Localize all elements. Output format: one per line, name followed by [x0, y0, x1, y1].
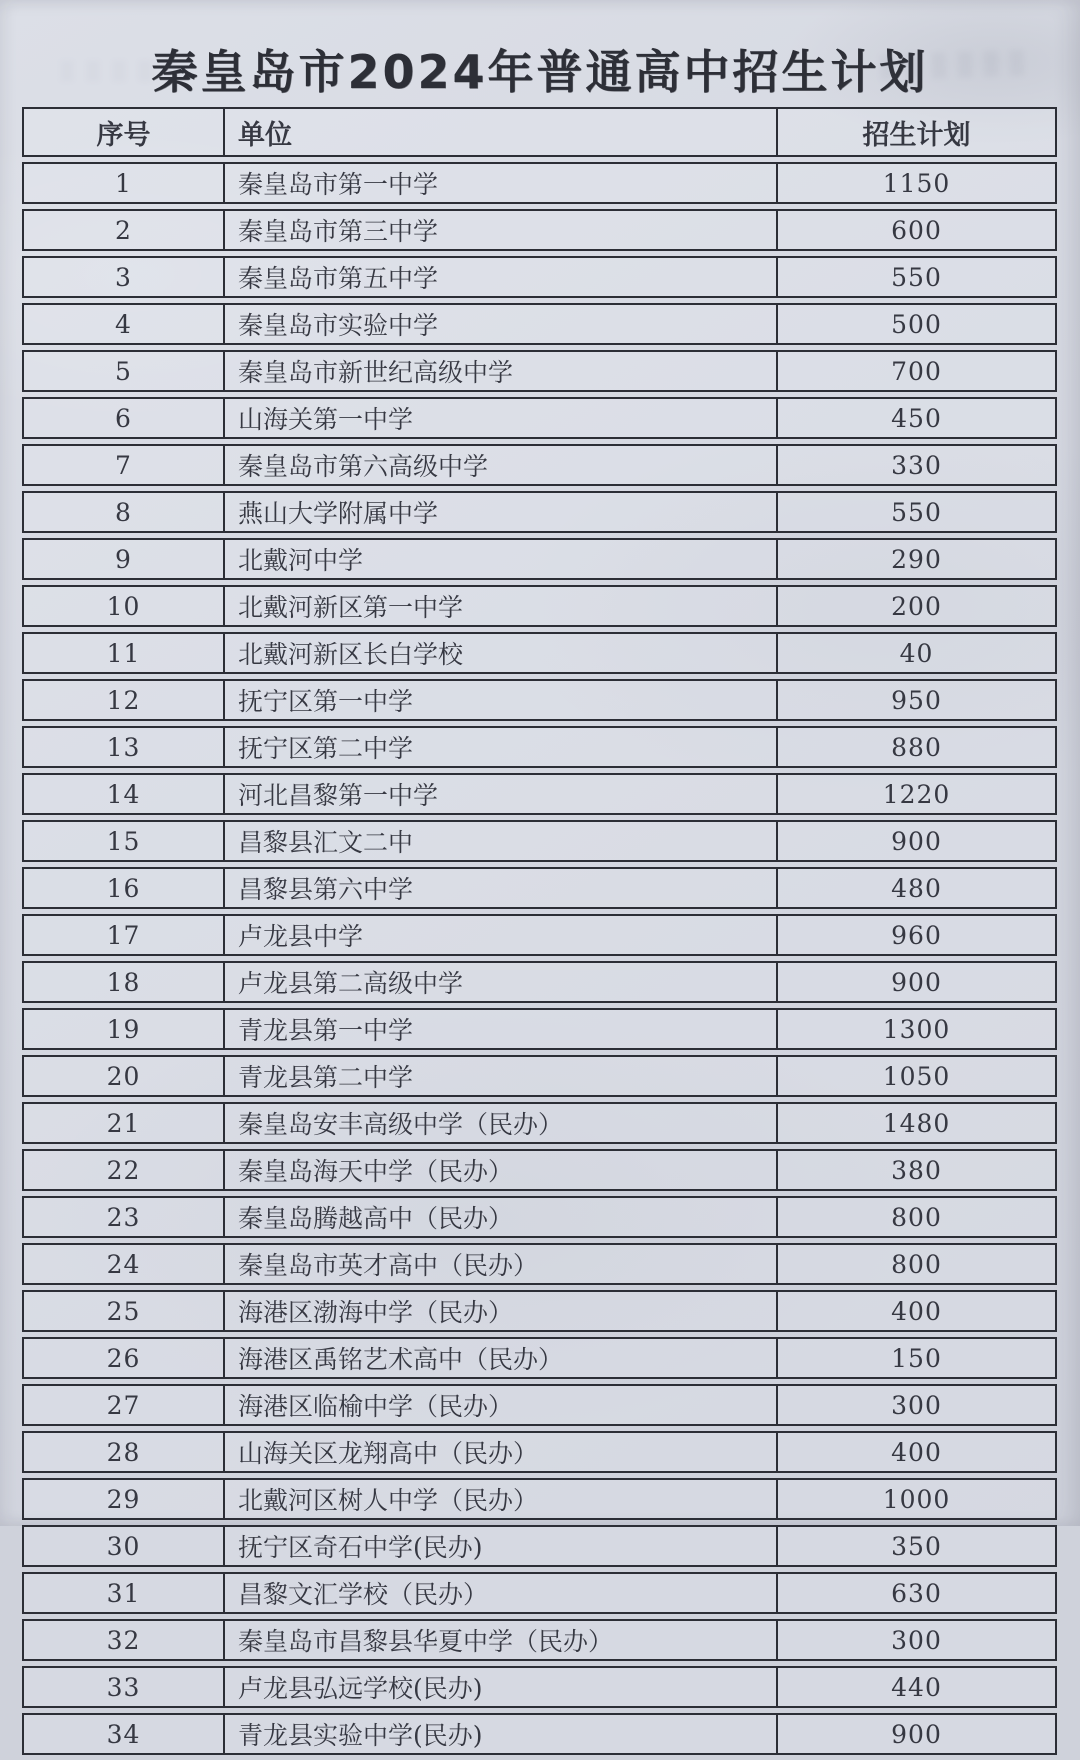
table-row — [22, 1713, 1057, 1755]
enrollment-plan-cell: 290 — [778, 538, 1057, 580]
row-number-cell: 33 — [22, 1666, 225, 1708]
enrollment-plan-cell: 1150 — [778, 162, 1057, 204]
row-number-cell: 18 — [22, 961, 225, 1003]
enrollment-plan-cell: 300 — [778, 1619, 1057, 1661]
enrollment-plan-cell: 900 — [778, 1713, 1057, 1755]
enrollment-plan-cell: 380 — [778, 1149, 1057, 1191]
row-number-cell: 27 — [22, 1384, 225, 1426]
enrollment-plan-cell: 1300 — [778, 1008, 1057, 1050]
enrollment-plan-cell: 350 — [778, 1525, 1057, 1567]
row-number-cell: 25 — [22, 1290, 225, 1332]
table-row — [22, 350, 1057, 392]
enrollment-plan-cell: 700 — [778, 350, 1057, 392]
school-name-cell: 卢龙县中学 — [225, 914, 778, 956]
table-row — [22, 303, 1057, 345]
row-number-cell: 19 — [22, 1008, 225, 1050]
enrollment-plan-cell: 200 — [778, 585, 1057, 627]
table-row — [22, 491, 1057, 533]
table-row — [22, 397, 1057, 439]
school-name-cell: 青龙县第二中学 — [225, 1055, 778, 1097]
school-name-cell: 北戴河新区第一中学 — [225, 585, 778, 627]
table-row — [22, 1102, 1057, 1144]
school-name-cell: 燕山大学附属中学 — [225, 491, 778, 533]
table-row — [22, 162, 1057, 204]
row-number-cell: 15 — [22, 820, 225, 862]
table-row — [22, 961, 1057, 1003]
table-row — [22, 1055, 1057, 1097]
enrollment-plan-cell: 400 — [778, 1290, 1057, 1332]
table-row — [22, 679, 1057, 721]
enrollment-plan-cell: 1000 — [778, 1478, 1057, 1520]
row-number-cell: 21 — [22, 1102, 225, 1144]
row-number-cell: 5 — [22, 350, 225, 392]
school-name-cell: 昌黎文汇学校（民办） — [225, 1572, 778, 1614]
table-row — [22, 585, 1057, 627]
enrollment-plan-cell: 300 — [778, 1384, 1057, 1426]
enrollment-plan-cell: 1480 — [778, 1102, 1057, 1144]
row-number-cell: 14 — [22, 773, 225, 815]
enrollment-plan-cell: 1220 — [778, 773, 1057, 815]
table-row — [22, 1666, 1057, 1708]
enrollment-plan-cell: 880 — [778, 726, 1057, 768]
header-row — [22, 107, 1057, 157]
row-number-cell: 26 — [22, 1337, 225, 1379]
enrollment-plan-cell: 440 — [778, 1666, 1057, 1708]
table-row — [22, 538, 1057, 580]
school-name-cell: 昌黎县第六中学 — [225, 867, 778, 909]
school-name-cell: 秦皇岛市第五中学 — [225, 256, 778, 298]
enrollment-plan-cell: 550 — [778, 491, 1057, 533]
row-number-cell: 6 — [22, 397, 225, 439]
table-row — [22, 632, 1057, 674]
table-row — [22, 1149, 1057, 1191]
table-row — [22, 1243, 1057, 1285]
enrollment-plan-cell: 40 — [778, 632, 1057, 674]
school-name-cell: 昌黎县汇文二中 — [225, 820, 778, 862]
school-name-cell: 海港区临榆中学（民办） — [225, 1384, 778, 1426]
school-name-cell: 秦皇岛市第六高级中学 — [225, 444, 778, 486]
table-row — [22, 1619, 1057, 1661]
row-number-cell: 34 — [22, 1713, 225, 1755]
enrollment-plan-cell: 950 — [778, 679, 1057, 721]
enrollment-plan-cell: 600 — [778, 209, 1057, 251]
table-row — [22, 726, 1057, 768]
enrollment-plan-cell: 900 — [778, 820, 1057, 862]
school-name-cell: 山海关第一中学 — [225, 397, 778, 439]
enrollment-plan-cell: 900 — [778, 961, 1057, 1003]
row-number-cell: 12 — [22, 679, 225, 721]
table-row — [22, 1384, 1057, 1426]
row-number-cell: 1 — [22, 162, 225, 204]
school-name-cell: 卢龙县弘远学校(民办) — [225, 1666, 778, 1708]
school-name-cell: 抚宁区第二中学 — [225, 726, 778, 768]
row-number-cell: 11 — [22, 632, 225, 674]
row-number-cell: 2 — [22, 209, 225, 251]
row-number-cell: 22 — [22, 1149, 225, 1191]
table-row — [22, 256, 1057, 298]
row-number-cell: 23 — [22, 1196, 225, 1238]
school-name-cell: 北戴河区树人中学（民办） — [225, 1478, 778, 1520]
school-name-cell: 抚宁区第一中学 — [225, 679, 778, 721]
school-name-cell: 秦皇岛市第三中学 — [225, 209, 778, 251]
table-row — [22, 1290, 1057, 1332]
school-name-cell: 秦皇岛市第一中学 — [225, 162, 778, 204]
table-header — [22, 107, 1057, 157]
enrollment-plan-cell: 630 — [778, 1572, 1057, 1614]
table-row — [22, 1431, 1057, 1473]
row-number-cell: 17 — [22, 914, 225, 956]
table-row — [22, 444, 1057, 486]
school-name-cell: 青龙县第一中学 — [225, 1008, 778, 1050]
school-name-cell: 河北昌黎第一中学 — [225, 773, 778, 815]
row-number-cell: 16 — [22, 867, 225, 909]
enrollment-plan-cell: 800 — [778, 1243, 1057, 1285]
school-name-cell: 抚宁区奇石中学(民办) — [225, 1525, 778, 1567]
school-name-cell: 秦皇岛市英才高中（民办） — [225, 1243, 778, 1285]
row-number-cell: 29 — [22, 1478, 225, 1520]
table-row — [22, 209, 1057, 251]
page-title: 秦皇岛市2024年普通高中招生计划 — [151, 45, 929, 99]
row-number-cell: 28 — [22, 1431, 225, 1473]
col-header-plan: 招生计划 — [778, 107, 1057, 157]
enrollment-plan-cell: 960 — [778, 914, 1057, 956]
row-number-cell: 32 — [22, 1619, 225, 1661]
school-name-cell: 青龙县实验中学(民办) — [225, 1713, 778, 1755]
row-number-cell: 10 — [22, 585, 225, 627]
col-header-unit: 单位 — [225, 107, 778, 157]
row-number-cell: 20 — [22, 1055, 225, 1097]
enrollment-plan-cell: 500 — [778, 303, 1057, 345]
enrollment-plan-cell: 1050 — [778, 1055, 1057, 1097]
enrollment-plan-cell: 550 — [778, 256, 1057, 298]
row-number-cell: 24 — [22, 1243, 225, 1285]
enrollment-plan-cell: 330 — [778, 444, 1057, 486]
school-name-cell: 海港区禹铭艺术高中（民办） — [225, 1337, 778, 1379]
table-row — [22, 1337, 1057, 1379]
row-number-cell: 31 — [22, 1572, 225, 1614]
table-row — [22, 1525, 1057, 1567]
table-row — [22, 773, 1057, 815]
table-row — [22, 1196, 1057, 1238]
table-row — [22, 1572, 1057, 1614]
school-name-cell: 秦皇岛海天中学（民办） — [225, 1149, 778, 1191]
table-row — [22, 820, 1057, 862]
school-name-cell: 秦皇岛市新世纪高级中学 — [225, 350, 778, 392]
enrollment-plan-cell: 150 — [778, 1337, 1057, 1379]
row-number-cell: 13 — [22, 726, 225, 768]
school-name-cell: 秦皇岛腾越高中（民办） — [225, 1196, 778, 1238]
table-row — [22, 1008, 1057, 1050]
col-header-no: 序号 — [22, 107, 225, 157]
table-body — [22, 162, 1057, 1755]
school-name-cell: 海港区渤海中学（民办） — [225, 1290, 778, 1332]
row-number-cell: 8 — [22, 491, 225, 533]
table-row — [22, 914, 1057, 956]
table-row — [22, 867, 1057, 909]
school-name-cell: 秦皇岛安丰高级中学（民办） — [225, 1102, 778, 1144]
school-name-cell: 卢龙县第二高级中学 — [225, 961, 778, 1003]
row-number-cell: 7 — [22, 444, 225, 486]
enrollment-plan-cell: 480 — [778, 867, 1057, 909]
school-name-cell: 山海关区龙翔高中（民办） — [225, 1431, 778, 1473]
enrollment-plan-cell: 400 — [778, 1431, 1057, 1473]
table-row — [22, 1478, 1057, 1520]
row-number-cell: 30 — [22, 1525, 225, 1567]
enrollment-plan-table — [22, 102, 1057, 1760]
enrollment-plan-cell: 450 — [778, 397, 1057, 439]
school-name-cell: 秦皇岛市实验中学 — [225, 303, 778, 345]
school-name-cell: 北戴河新区长白学校 — [225, 632, 778, 674]
row-number-cell: 4 — [22, 303, 225, 345]
row-number-cell: 9 — [22, 538, 225, 580]
school-name-cell: 秦皇岛市昌黎县华夏中学（民办） — [225, 1619, 778, 1661]
row-number-cell: 3 — [22, 256, 225, 298]
enrollment-plan-cell: 800 — [778, 1196, 1057, 1238]
school-name-cell: 北戴河中学 — [225, 538, 778, 580]
